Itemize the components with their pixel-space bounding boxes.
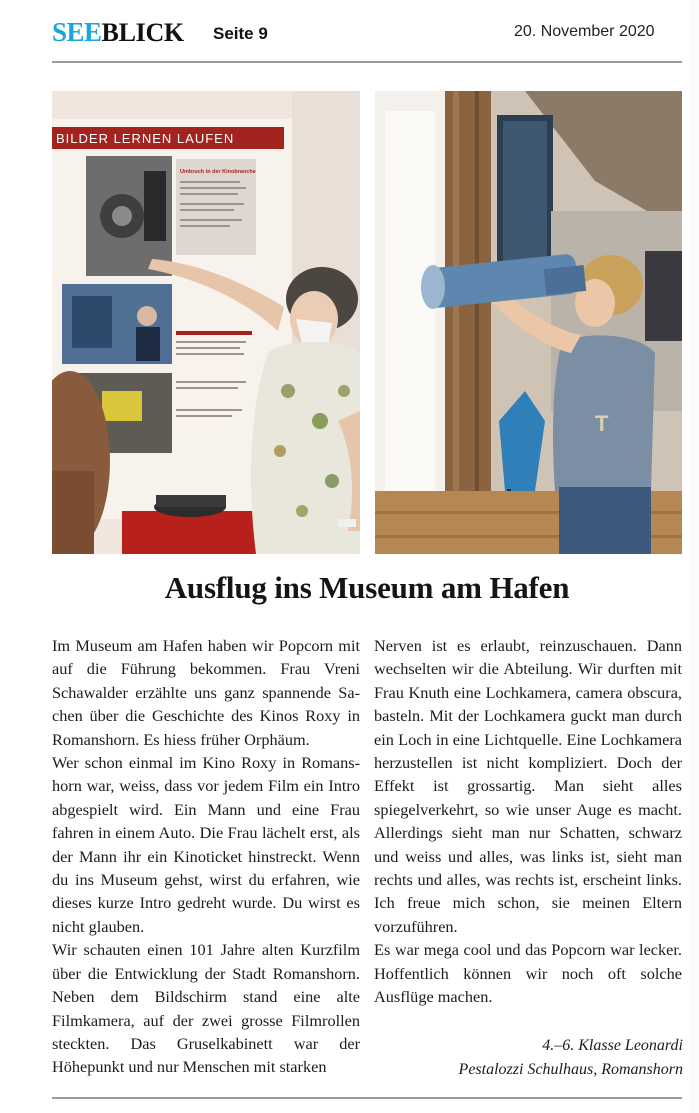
article-column-left: [52, 634, 360, 1079]
byline-school: Pestalozzi Schulhaus, Romanshorn: [458, 1060, 683, 1078]
paragraph: Wer schon einmal im Kino Roxy in Romanshorn war, weiss, dass vor jedem Film ein Intro abgespielt wird. Ein Mann und eine Frau fahren in einem Auto. Die Frau lächelt erst, als der Mann ihr ein Kinoticket hinstreckt. Wenn du ins Museum gehst, wirst du erfahren, wie dieses kurze Intro gedreht wurde. Du wirst es nicht glauben.: [52, 753, 360, 936]
paragraph: Nerven ist es erlaubt, reinzuschauen. Dann wechselten wir die Abteilung. Wir durften mit Frau Knuth eine Lochkamera, camera obscura, basteln. Mit der Lochkamera guckt man durch ein Loch in eine Lichtquelle. Eine Lochkamera herzustellen ist nicht kompliziert. Doch der Effekt ist grossartig. Man sieht alles spiegelverkehrt, so wie unser Auge es macht. Allerdings sieht man nur Schatten, schwarz und weiss und alles, was links ist, sieht man rechts und alles, was rechts ist, erscheint links. Ich freue mich schon, sie meinen Eltern vorzuführen.: [374, 636, 682, 936]
article-byline: [374, 1034, 683, 1081]
svg-text:T: T: [595, 411, 609, 436]
photo-boy-with-pinhole-camera: [375, 91, 682, 554]
page-number: Seite 9: [213, 24, 268, 43]
photo-museum-guide: [52, 91, 360, 554]
adjacent-page-edge: [690, 0, 699, 1113]
footer-divider: [52, 1097, 682, 1099]
issue-date: 20. November 2020: [514, 23, 655, 40]
paragraph: Wir schauten einen 101 Jahre alten Kurzfilm über die Entwicklung der Stadt Romanshorn. Neben dem Bildschirm stand eine alte Filmkamera, auf der zwei grosse Filmrollen steckten. Das Gruselkabinett war der Höhepunkt und nur Menschen mit starken: [52, 940, 360, 1077]
newspaper-logo: [52, 17, 184, 49]
paragraph: Es war mega cool und das Popcorn war lecker. Hoffentlich können wir noch oft solche Ausflüge machen.: [374, 940, 682, 1007]
article-column-right: [374, 634, 682, 1009]
logo-blick-part: BLICK: [101, 18, 184, 47]
header-divider: [52, 61, 682, 63]
poster-panel-heading: Umbruch in der Kinobranche: [180, 169, 256, 175]
poster-heading: BILDER LERNEN LAUFEN: [56, 131, 235, 146]
article-headline: Ausflug ins Museum am Hafen: [164, 570, 570, 605]
paragraph: Im Museum am Hafen haben wir Popcorn mit auf die Führung bekommen. Frau Vreni Schawalder erzählte uns ganz spannende Sachen über die Geschichte des Kinos Roxy in Romanshorn. Es hiess früher Orphäum.: [52, 636, 360, 749]
byline-class: 4.–6. Klasse Leonardi: [542, 1037, 683, 1054]
logo-see-part: SEE: [52, 17, 102, 47]
